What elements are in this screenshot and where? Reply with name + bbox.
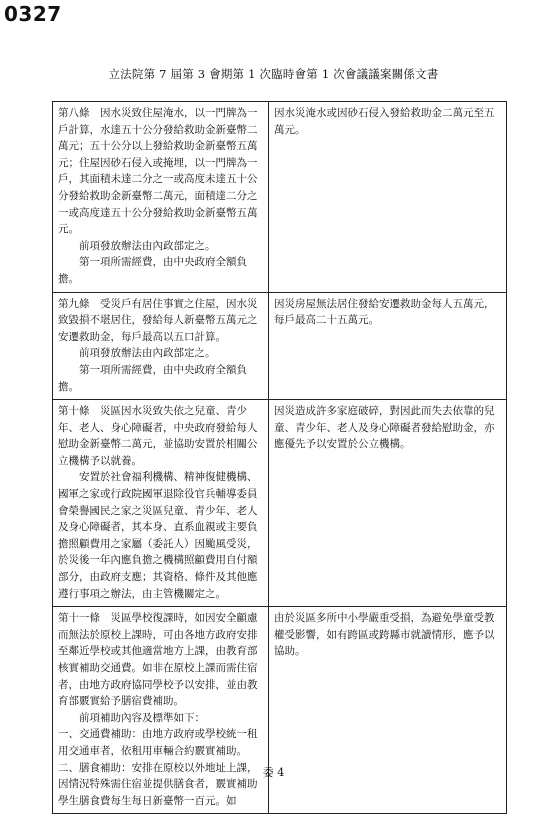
explanation-cell [269,292,507,400]
article-text-cell [53,400,269,607]
page-id: 0327 [4,2,62,26]
article-paragraph: 安置於社會福利機構、精神復健機構、國軍之家或行政院國軍退除役官兵輔導委員會榮譽國民之家之災區兒童、青少年、老人及身心障礙者，其本身、直系血親或主要負擔照顧費用之家屬（委託人）因颱風受災，於災後一年內應負擔之機構照顧費用自付額部分，由政府支應；其資格、條件及其他應遵行事項之辦法，由主管機關定之。 [58,471,258,600]
explanation-cell [269,102,507,293]
explanation-paragraph: 因災房屋無法居住發給安遷救助金每人五萬元，每戶最高二十五萬元。 [274,297,495,327]
article-paragraph: 第一項所需經費，由中央政府全額負擔。 [58,256,247,285]
article-text-cell [53,102,269,293]
article-paragraph: 二、膳食補助：安排在原校以外地址上課，因情況特殊需住宿並提供膳食者，覈實補助學生膳食費每生每日新臺幣一百元。如 [58,761,258,807]
bill-comparison-table [52,101,507,814]
article-paragraph: 第十條 災區因水災致失依之兒童、青少年、老人、身心障礙者，中央政府發給每人慰助金新臺幣二萬元，並協助安置於相關公立機構予以就養。 [58,405,258,467]
explanation-paragraph: 因災造成許多家庭破碎，對因此而失去依靠的兒童、青少年、老人及身心障礙者發給慰助金，亦應優先予以安置於公立機構。 [274,405,495,451]
article-paragraph: 第八條 因水災致住屋淹水，以一門牌為一戶計算，水達五十公分發給救助金新臺幣二萬元；五十公分以上發給救助金新臺幣五萬元；住屋因砂石侵入或掩埋，以一門牌為一戶，其面積未達二分之一或高度未達五十公分發給救助金新臺幣二萬元，面積達二分之一或高度達五十公分發給救助金新臺幣五萬元。 [58,107,258,236]
article-row [53,400,507,607]
article-paragraph: 前項發放辦法由內政部定之。 [58,347,216,360]
article-text-cell [53,292,269,400]
article-paragraph: 第九條 受災戶有居住事實之住屋，因水災致毀損不堪居住，發給每人新臺幣五萬元之安遷救助金，每戶最高以五口計算。 [58,297,258,343]
article-row [53,292,507,400]
article-row [53,102,507,293]
article-paragraph: 前項補助內容及標準如下： [58,711,205,724]
article-paragraph: 第一項所需經費，由中央政府全額負擔。 [58,363,247,393]
article-text-cell [53,607,269,814]
explanation-paragraph: 因水災淹水或因砂石侵入發給救助金二萬元至五萬元。 [274,107,495,136]
document-header: 立法院第 7 屆第 3 會期第 1 次臨時會第 1 次會議議案關係文書 [108,67,439,81]
explanation-cell [269,607,507,814]
article-row [53,607,507,814]
page-footer: 委 4 [262,766,285,779]
article-paragraph: 一、交通費補助：由地方政府或學校統一租用交通車者，依租用車輛合約覈實補助。 [58,728,258,757]
article-paragraph: 第十一條 災區學校復課時，如因安全顧慮而無法於原校上課時，可由各地方政府安排至鄰近學校或其他適當地方上課，由教育部核實補助交通費。如非在原校上課而需住宿者，由地方政府協同學校予以安排，並由教育部覈實給予膳宿費補助。 [58,612,258,708]
explanation-paragraph: 由於災區多所中小學嚴重受損，為避免學童受教權受影響，如有跨區或跨縣市就讀情形，應予以協助。 [274,612,495,658]
article-paragraph: 前項發放辦法由內政部定之。 [58,239,216,252]
explanation-cell [269,400,507,607]
